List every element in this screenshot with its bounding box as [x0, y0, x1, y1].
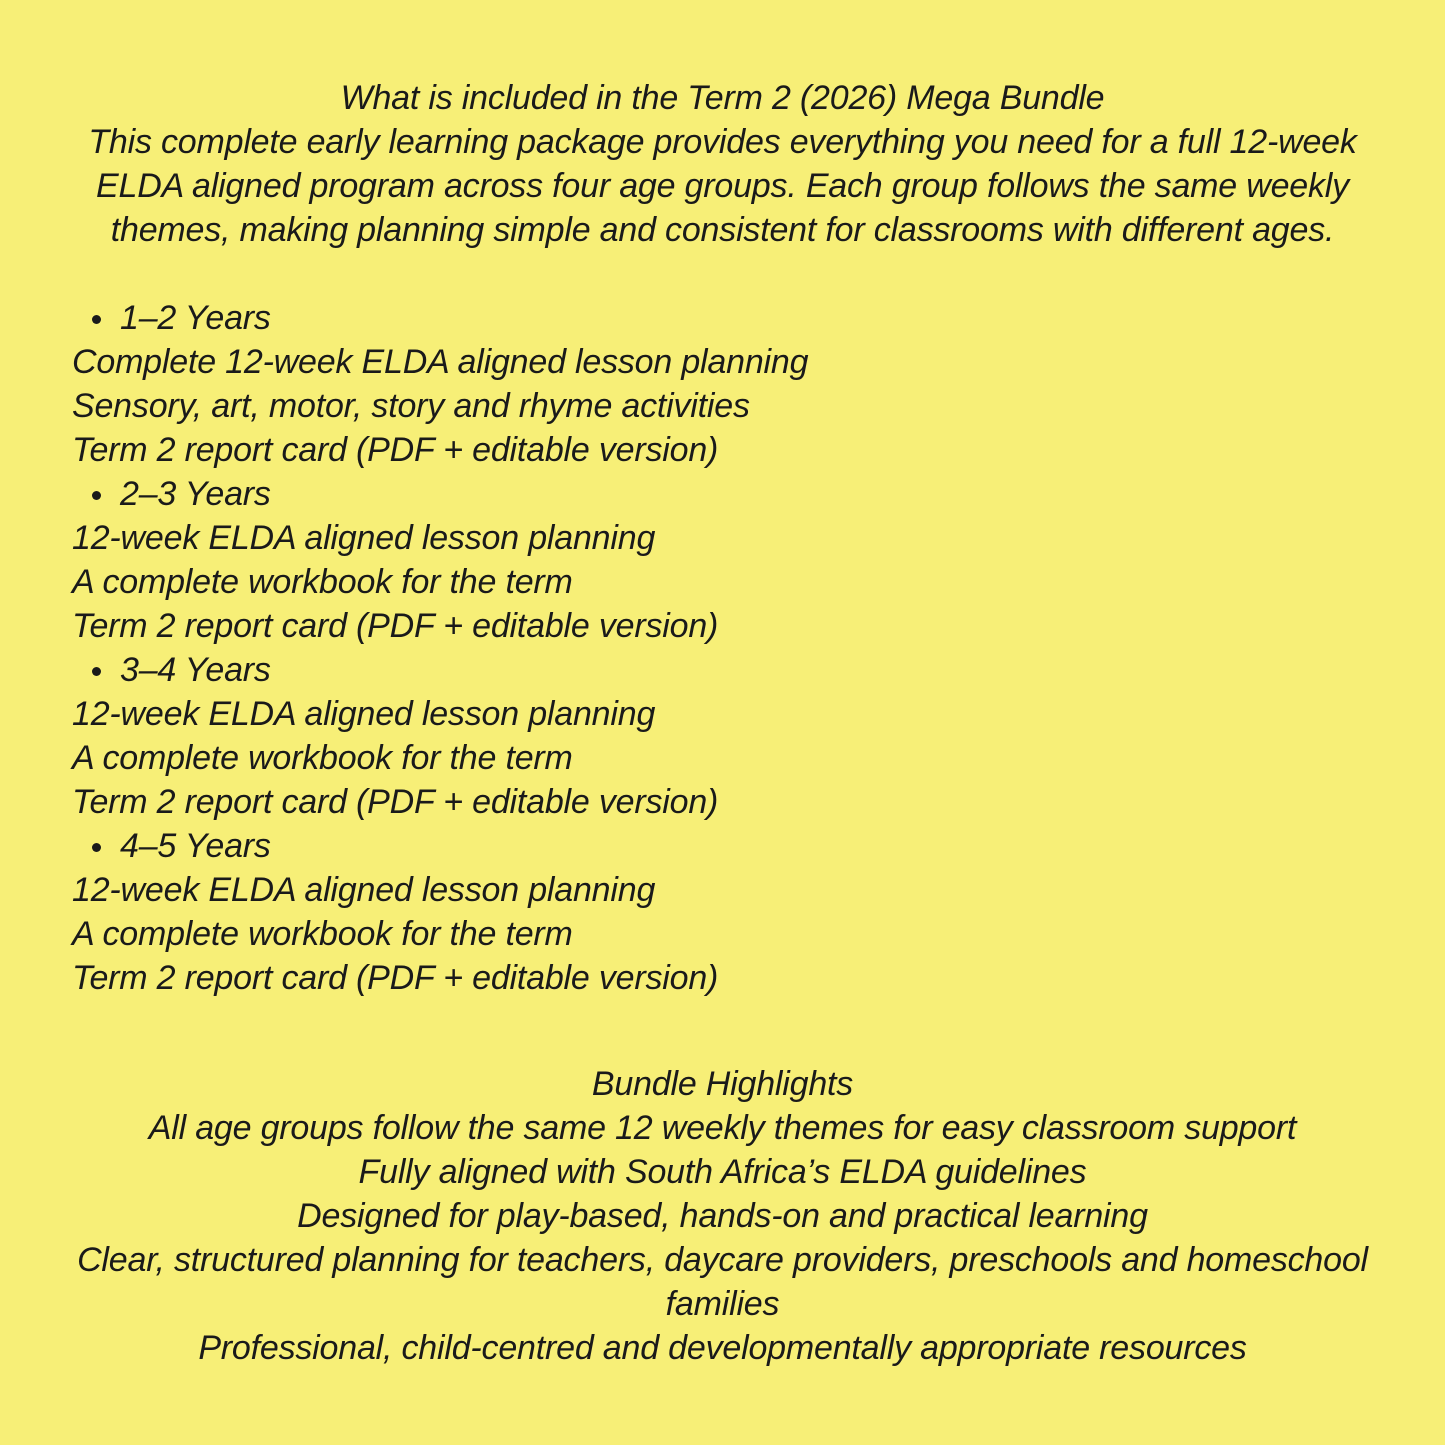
bullet-icon — [92, 315, 101, 324]
age-group-heading — [72, 296, 1373, 340]
bullet-icon — [92, 491, 101, 500]
list-item: Term 2 report card (PDF + editable version) — [72, 783, 719, 821]
age-group — [72, 296, 1373, 472]
age-group-label: 3–4 Years — [120, 651, 271, 689]
intro-block — [72, 76, 1373, 252]
list-item: 12-week ELDA aligned lesson planning — [72, 519, 656, 557]
list-item: Term 2 report card (PDF + editable version) — [72, 959, 719, 997]
list-item: 12-week ELDA aligned lesson planning — [72, 871, 656, 909]
age-group-heading — [72, 472, 1373, 516]
list-item: A complete workbook for the term — [72, 563, 573, 601]
age-group — [72, 472, 1373, 648]
age-group — [72, 824, 1373, 1000]
list-item: A complete workbook for the term — [72, 915, 573, 953]
age-group — [72, 648, 1373, 824]
list-item: Term 2 report card (PDF + editable version) — [72, 607, 719, 645]
spacer-before-highlights — [72, 1000, 1373, 1062]
age-group-label: 1–2 Years — [120, 299, 271, 337]
list-item: A complete workbook for the term — [72, 739, 573, 777]
intro-paragraph: This complete early learning package provides everything you need for a full 12-week ELDA aligned program across four age groups. Each group follows the same weekly themes, making planning simple and consistent for classrooms with different ages. — [88, 123, 1357, 249]
bundle-highlight-item: Designed for play-based, hands-on and practical learning — [297, 1197, 1148, 1235]
bullet-icon — [92, 667, 101, 676]
age-group-items — [72, 692, 1373, 824]
spacer-after-intro — [72, 252, 1373, 296]
age-group-items — [72, 340, 1373, 472]
list-item: Term 2 report card (PDF + editable version) — [72, 431, 719, 469]
list-item: Sensory, art, motor, story and rhyme activities — [72, 387, 750, 425]
age-group-list — [72, 296, 1373, 1000]
bundle-highlight-item: Clear, structured planning for teachers, daycare providers, preschools and homeschool families — [77, 1241, 1368, 1323]
bundle-highlight-item: All age groups follow the same 12 weekly themes for easy classroom support — [148, 1109, 1297, 1147]
age-group-label: 4–5 Years — [120, 827, 271, 865]
age-group-label: 2–3 Years — [120, 475, 271, 513]
bundle-highlights-title: Bundle Highlights — [591, 1065, 854, 1103]
bundle-highlights-block — [72, 1062, 1373, 1370]
age-group-items — [72, 868, 1373, 1000]
list-item: Complete 12-week ELDA aligned lesson planning — [72, 343, 809, 381]
bullet-icon — [92, 843, 101, 852]
list-item: 12-week ELDA aligned lesson planning — [72, 695, 656, 733]
age-group-items — [72, 516, 1373, 648]
age-group-heading — [72, 824, 1373, 868]
page-title: What is included in the Term 2 (2026) Mega Bundle — [340, 79, 1105, 117]
bundle-highlight-item: Professional, child-centred and developmentally appropriate resources — [198, 1329, 1247, 1367]
bundle-highlights-items — [72, 1106, 1373, 1370]
bundle-highlight-item: Fully aligned with South Africa’s ELDA guidelines — [358, 1153, 1087, 1191]
age-group-heading — [72, 648, 1373, 692]
